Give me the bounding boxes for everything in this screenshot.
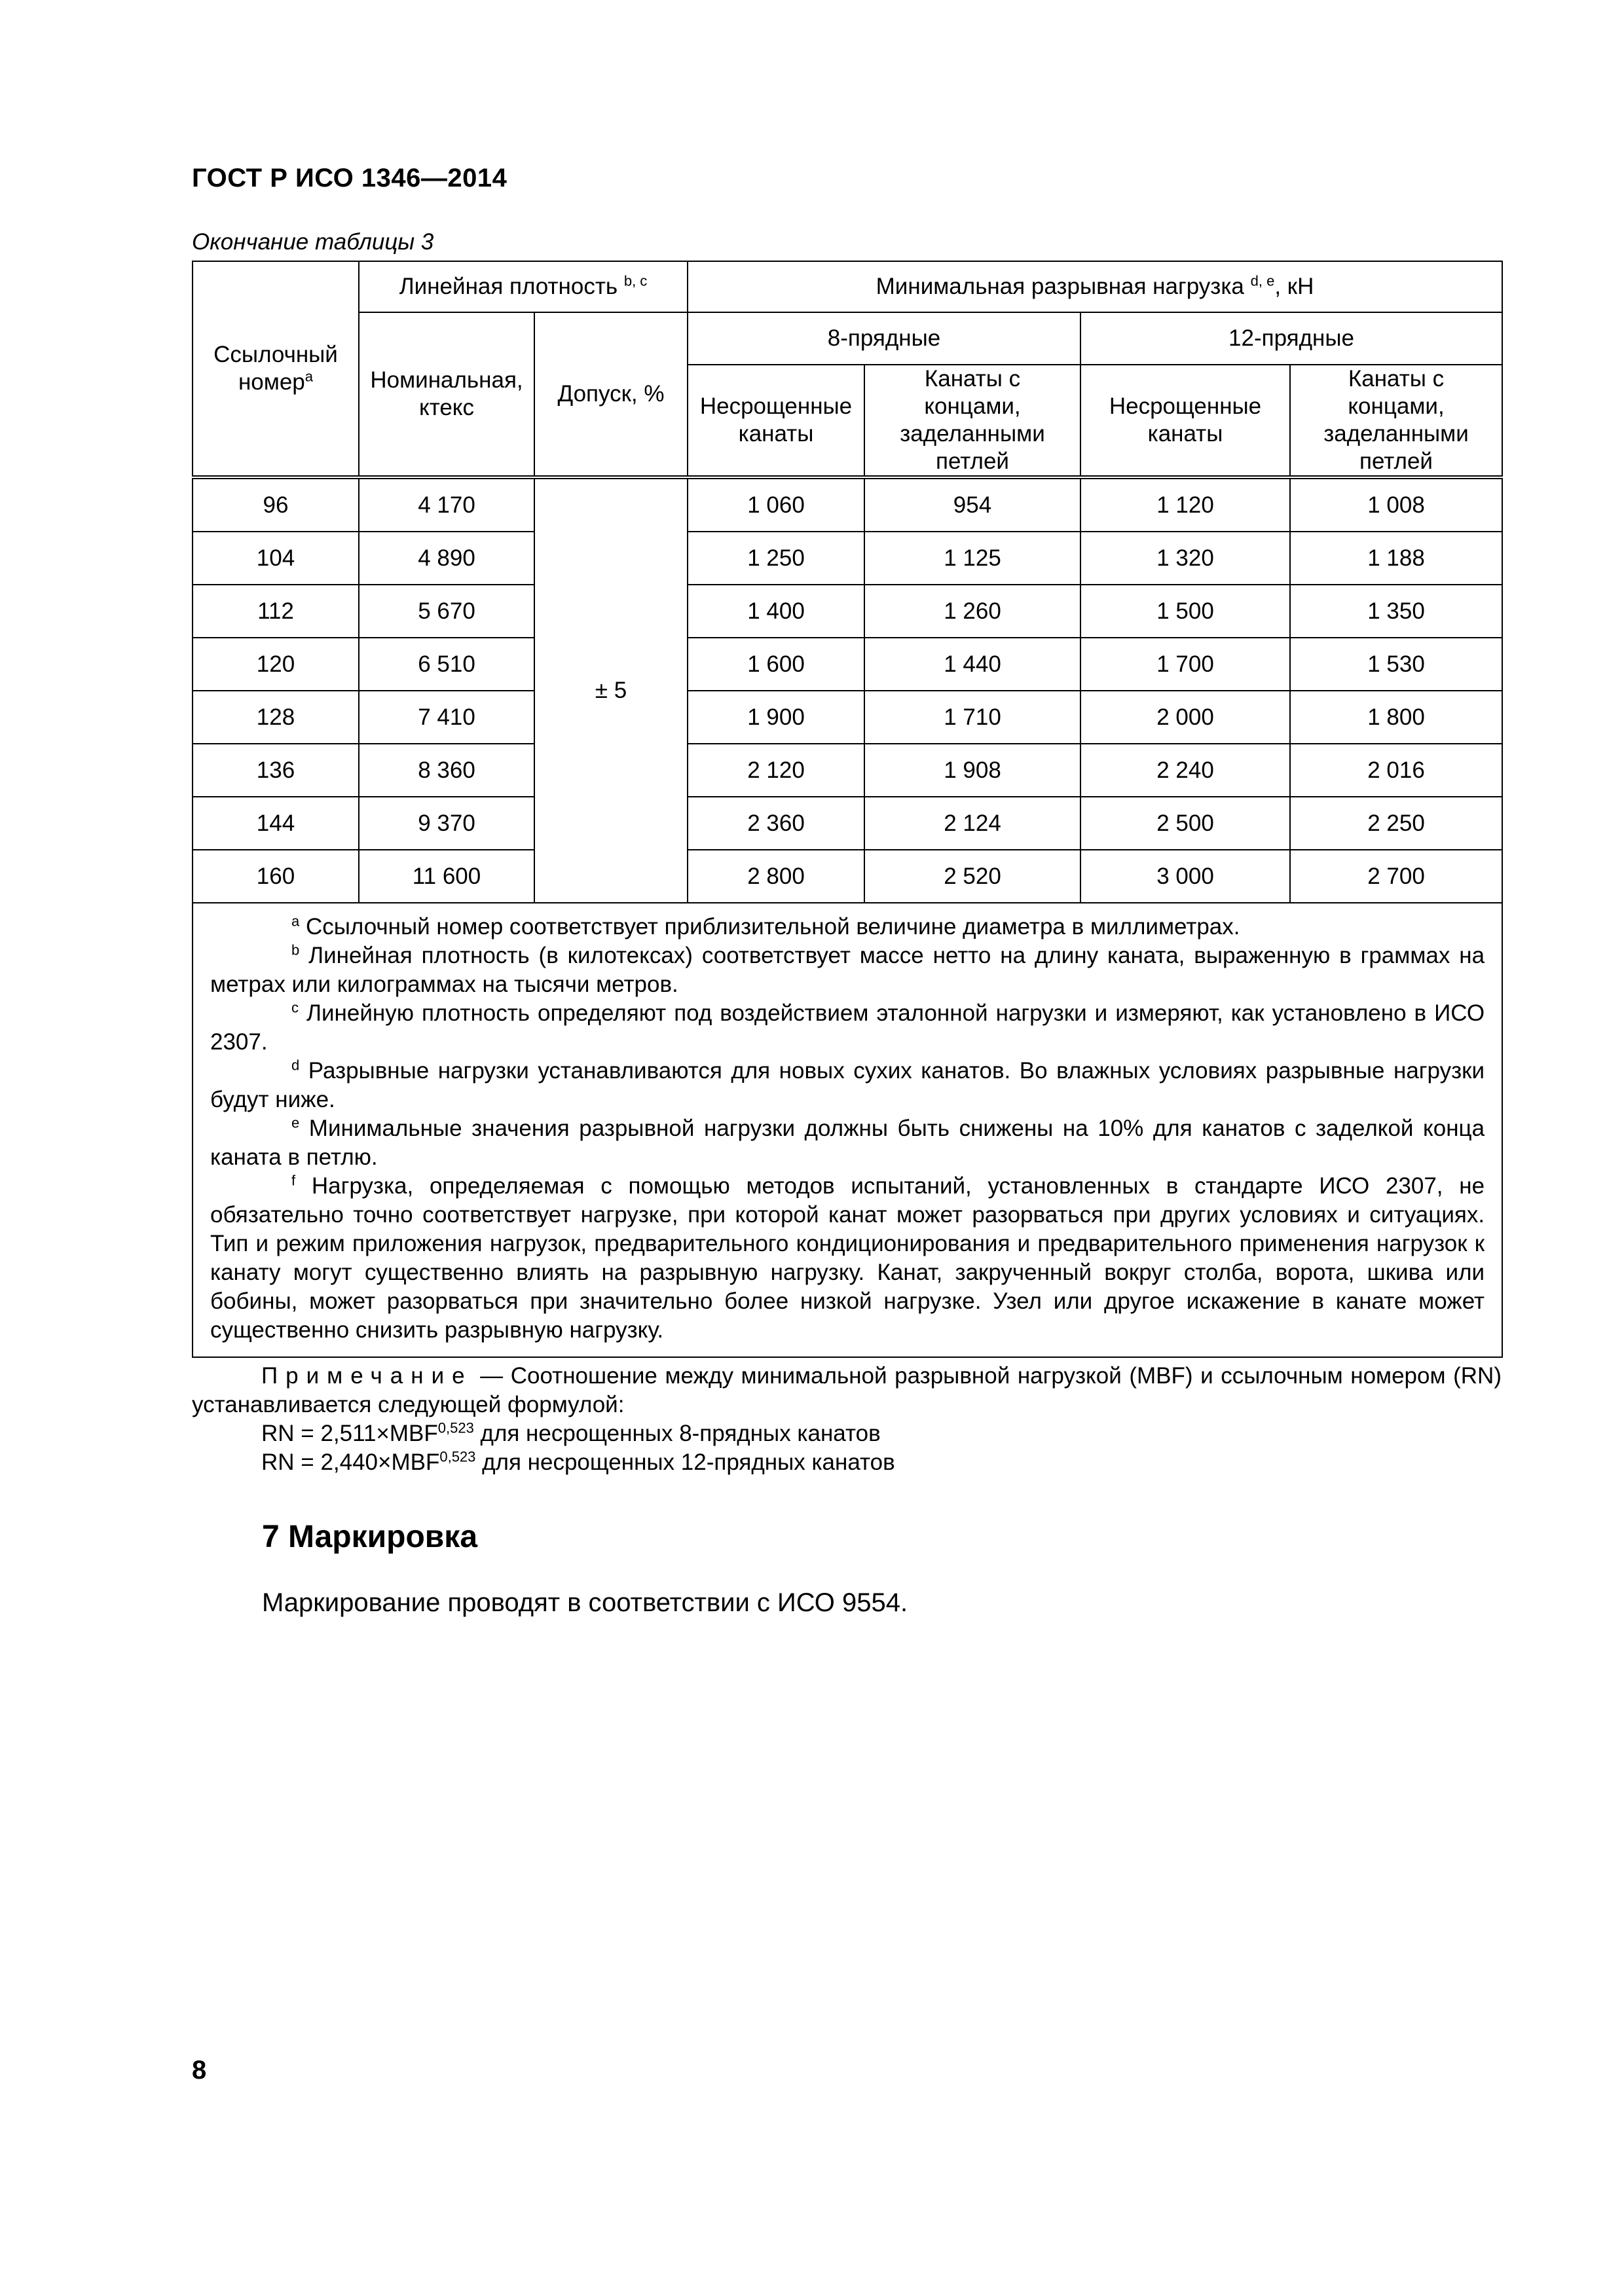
table-row [193, 532, 1502, 585]
table-header-row [193, 261, 1502, 312]
footnote-a: $^a$ Ссылочный номер соответствует приблизительной величине диаметра в миллиметрах. [291, 913, 1240, 939]
note-text: — Соотношение между минимальной разрывной нагрузкой (MBF) и ссылочным номером (RN) устанавливается следующей формулой: [192, 1363, 1502, 1417]
cell-spliced-8: 1 710 [864, 691, 1080, 744]
cell-spliced-8: 1 125 [864, 532, 1080, 585]
formula-8-strand: RN = 2,511×MBF$^{0,523}$ для несрощенных 8-прядных канатов [261, 1419, 881, 1446]
cell-unspliced-12: 2 500 [1080, 797, 1290, 850]
table-row [193, 691, 1502, 744]
cell-spliced-12: 1 350 [1290, 585, 1502, 638]
page-number: 8 [192, 2056, 207, 2085]
cell-spliced-8: 1 908 [864, 744, 1080, 797]
cell-unspliced-8: 2 800 [688, 850, 864, 903]
cell-spliced-8: 2 124 [864, 797, 1080, 850]
table-row [193, 638, 1502, 691]
cell-spliced-12: 2 016 [1290, 744, 1502, 797]
cell-ref: 136 [193, 744, 359, 797]
header-spliced-8: Канаты с концами, заделанными петлей [864, 365, 1080, 477]
header-min-breaking-load: Минимальная разрывная нагрузка $^{d, e}$, кН [688, 261, 1502, 312]
cell-unspliced-12: 1 700 [1080, 638, 1290, 691]
note-label: Примечание [261, 1363, 473, 1389]
cell-tolerance: ± 5 [534, 477, 688, 903]
cell-nominal: 6 510 [359, 638, 534, 691]
cell-nominal: 5 670 [359, 585, 534, 638]
header-spliced-12: Канаты с концами, заделанными петлей [1290, 365, 1502, 477]
cell-spliced-8: 2 520 [864, 850, 1080, 903]
cell-unspliced-12: 1 120 [1080, 477, 1290, 532]
cell-unspliced-8: 2 360 [688, 797, 864, 850]
cell-unspliced-8: 1 060 [688, 477, 864, 532]
cell-nominal: 4 890 [359, 532, 534, 585]
cell-ref: 104 [193, 532, 359, 585]
footnote-b: $^b$ Линейная плотность (в килотексах) соответствует массе нетто на длину каната, выраженную в граммах на метрах или килограммах на тысячи метров. [210, 941, 1485, 997]
header-12-strand: 12-прядные [1080, 312, 1502, 365]
cell-unspliced-12: 1 500 [1080, 585, 1290, 638]
table-caption: Окончание таблицы 3 [192, 229, 434, 255]
breaking-load-table [192, 261, 1503, 1358]
section-heading: 7 Маркировка [262, 1520, 478, 1554]
cell-unspliced-12: 2 240 [1080, 744, 1290, 797]
footnote-c: $^c$ Линейную плотность определяют под воздействием эталонной нагрузки и измеряют, как установлено в ИСО 2307. [210, 999, 1485, 1055]
cell-unspliced-12: 2 000 [1080, 691, 1290, 744]
table-row [193, 585, 1502, 638]
cell-spliced-12: 1 008 [1290, 477, 1502, 532]
footnote-e: $^e$ Минимальные значения разрывной нагрузки должны быть снижены на 10% для канатов с заделкой конца каната в петлю. [210, 1114, 1485, 1170]
cell-unspliced-8: 2 120 [688, 744, 864, 797]
table-footnotes-row [193, 903, 1502, 1357]
cell-unspliced-12: 1 320 [1080, 532, 1290, 585]
cell-ref: 160 [193, 850, 359, 903]
cell-spliced-12: 1 800 [1290, 691, 1502, 744]
table-header-row [193, 312, 1502, 365]
cell-nominal: 8 360 [359, 744, 534, 797]
footnote-d: $^d$ Разрывные нагрузки устанавливаются для новых сухих канатов. Во влажных условиях разрывные нагрузки будут ниже. [210, 1057, 1485, 1112]
cell-spliced-12: 2 700 [1290, 850, 1502, 903]
cell-spliced-12: 1 530 [1290, 638, 1502, 691]
header-tolerance: Допуск, % [534, 312, 688, 477]
cell-unspliced-8: 1 250 [688, 532, 864, 585]
footnote-f: $^f$ Нагрузка, определяемая с помощью методов испытаний, установленных в стандарте ИСО 2307, не обязательно точно соответствует нагрузке, при которой канат может разорваться при других условиях и ситуациях. Тип и режим приложения нагрузок, предварительного кондиционирования и предварительного применения нагрузок к канату могут существенно влиять на разрывную нагрузку. Канат, закрученный вокруг столба, ворота, шкива или бобины, может разорваться при значительно более низкой нагрузке. Узел или другое искажение в канате может существенно снизить разрывную нагрузку. [210, 1172, 1485, 1343]
header-8-strand: 8-прядные [688, 312, 1080, 365]
cell-ref: 128 [193, 691, 359, 744]
cell-nominal: 4 170 [359, 477, 534, 532]
cell-ref: 112 [193, 585, 359, 638]
cell-unspliced-8: 1 900 [688, 691, 864, 744]
cell-unspliced-8: 1 400 [688, 585, 864, 638]
cell-unspliced-12: 3 000 [1080, 850, 1290, 903]
cell-nominal: 9 370 [359, 797, 534, 850]
header-nominal: Номинальная, ктекс [359, 312, 534, 477]
formula-12-strand: RN = 2,440×MBF$^{0,523}$ для несрощенных 12-прядных канатов [261, 1448, 895, 1475]
header-ref-number: Ссылочный номер$^a$ [193, 261, 359, 477]
table-row [193, 797, 1502, 850]
cell-unspliced-8: 1 600 [688, 638, 864, 691]
cell-spliced-8: 954 [864, 477, 1080, 532]
cell-spliced-8: 1 260 [864, 585, 1080, 638]
section-text: Маркирование проводят в соответствии с ИСО 9554. [262, 1588, 908, 1617]
header-unspliced-8: Несрощенные канаты [688, 365, 864, 477]
header-unspliced-12: Несрощенные канаты [1080, 365, 1290, 477]
table-footnotes [193, 903, 1502, 1357]
cell-spliced-12: 1 188 [1290, 532, 1502, 585]
cell-ref: 120 [193, 638, 359, 691]
cell-spliced-8: 1 440 [864, 638, 1080, 691]
table-row [193, 850, 1502, 903]
table-row [193, 744, 1502, 797]
cell-spliced-12: 2 250 [1290, 797, 1502, 850]
note-block [192, 1362, 1502, 1477]
document-code-header: ГОСТ Р ИСО 1346—2014 [192, 164, 507, 192]
cell-ref: 96 [193, 477, 359, 532]
table-row [193, 477, 1502, 532]
note-paragraph [192, 1362, 1502, 1419]
cell-nominal: 7 410 [359, 691, 534, 744]
header-linear-density: Линейная плотность $^{b, c}$ [359, 261, 688, 312]
cell-nominal: 11 600 [359, 850, 534, 903]
cell-ref: 144 [193, 797, 359, 850]
